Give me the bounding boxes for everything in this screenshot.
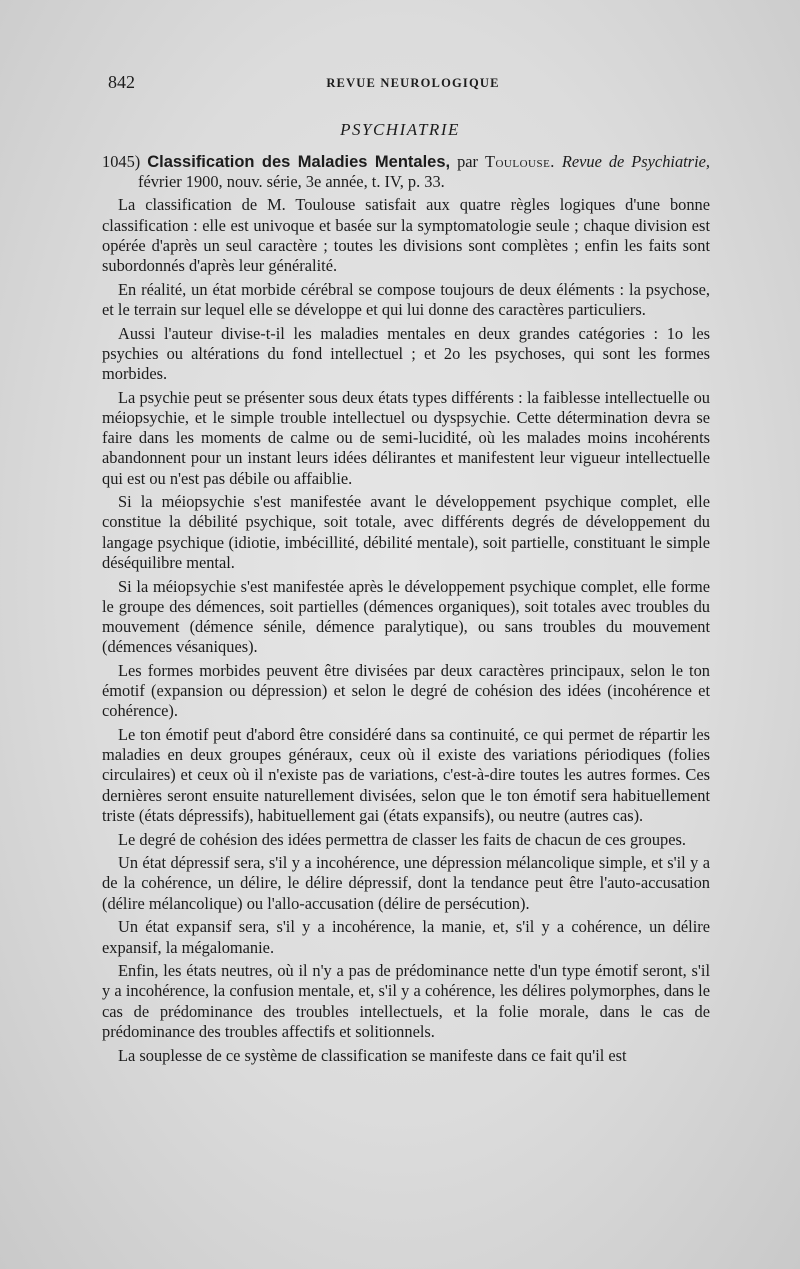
entry-by: par [457,152,478,171]
paragraph: Un état dépressif sera, s'il y a incohérence, une dépression mélancolique simple, et s'il y a de la cohérence, un délire, le délire dépressif, dont la tendance peut être l'auto-accusation (délire mélancolique) ou l'allo-accusation (délire de persécution). [102,853,710,913]
entry-heading [102,152,710,192]
entry-journal: Revue de Psychiatrie, [561,152,710,171]
running-title: REVUE NEUROLOGIQUE [326,76,500,90]
entry-number: 1045) [102,152,141,171]
paragraph: Les formes morbides peuvent être divisées par deux caractères principaux, selon le ton émotif (expansion ou dépression) et selon le degré de cohésion des idées (incohérence et cohérence). [102,660,710,721]
paragraph: La psychie peut se présenter sous deux états types différents : la faiblesse intellectuelle ou méiopsychie, et le simple trouble intellectuel ou dyspsychie. Cette détermination devra se faire dans les moments de calme ou de semi-lucidité, où les malades moins incohérents abandonnent pour un instant leurs idées délirantes et manifestent leur vigueur intellectuelle qui est ou n'est pas débile ou affaiblie. [102,387,710,488]
paragraph: Le degré de cohésion des idées permettra de classer les faits de chacun de ces groupes. [118,829,686,849]
paragraph: La classification de M. Toulouse satisfait aux quatre règles logiques d'une bonne classification : elle est univoque et basée sur la symptomatologie seule ; chaque division est opérée d'après un seul caractère ; toutes les divisions sont complètes ; enfin les faits sont subordonnés d'après leur généralité. [102,195,710,276]
paragraph: Enfin, les états neutres, où il n'y a pas de prédominance nette d'un type émotif seront, s'il y a incohérence, la confusion mentale, et, s'il y a cohérence, les délires polymorphes, dans le cas de prédominance des troubles intellectuels, et la folie morale, dans le cas de prédominance des troubles affectifs et solitionnels. [102,961,710,1041]
section-title: PSYCHIATRIE [340,120,460,139]
paragraph: Si la méiopsychie s'est manifestée avant le développement psychique complet, elle constitue la débilité psychique, soit totale, avec différents degrés de développement du langage psychique (idiotie, imbécillité, débilité mentale), soit partielle, constituant le simple déséquilibre mental. [102,492,710,572]
entry-author: Toulouse. [484,152,555,171]
page-number: 842 [108,72,135,92]
paragraph: La souplesse de ce système de classification se manifeste dans ce fait qu'il est [118,1045,627,1065]
paragraph: En réalité, un état morbide cérébral se compose toujours de deux éléments : la psychose, et le terrain sur lequel elle se développe et qui lui donne des caractères particuliers. [102,279,710,319]
page-header [108,72,718,96]
article-body [102,152,710,1069]
paragraph: Aussi l'auteur divise-t-il les maladies mentales en deux grandes catégories : 1o les psychies ou altérations du fond intellectuel ; et 2o les psychoses, qui sont les formes morbides. [102,323,710,384]
paragraph: Le ton émotif peut d'abord être considéré dans sa continuité, ce qui permet de répartir les maladies en deux groupes généraux, ceux où il existe des variations périodiques (folies circulaires) et ceux où il n'existe pas de variations, c'est-à-dire toutes les autres formes. Ces dernières seront ensuite naturellement divisées, selon que le ton émotif sera habituellement triste (états dépressifs), habituellement gai (états expansifs), ou neutre (autres cas). [102,724,710,825]
paragraph: Si la méiopsychie s'est manifestée après le développement psychique complet, elle forme le groupe des démences, soit partielles (démences organiques), soit totales avec troubles du mouvement (démence sénile, démence paralytique), ou sans troubles du mouvement (démences vésaniques). [102,576,710,657]
entry-title: Classification des Maladies Mentales, [147,153,451,171]
entry-citation: février 1900, nouv. série, 3e année, t. IV, p. 33. [138,172,445,192]
paragraph: Un état expansif sera, s'il y a incohérence, la manie, et, s'il y a cohérence, un délire expansif, la mégalomanie. [102,917,710,957]
